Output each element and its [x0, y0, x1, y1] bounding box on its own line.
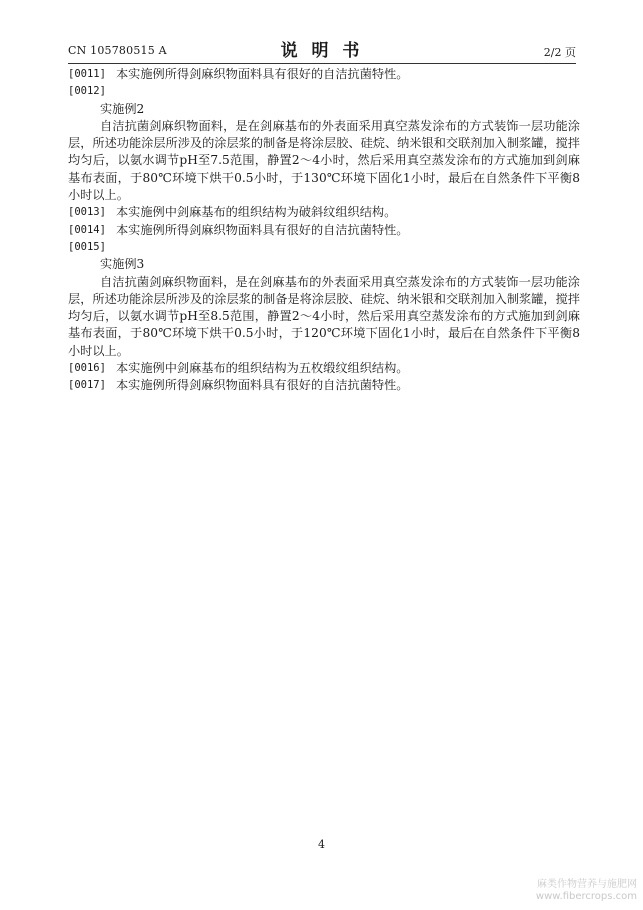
- paragraph-text: 本实施例所得剑麻织物面料具有很好的自洁抗菌特性。: [116, 378, 409, 393]
- paragraph-0014: [68, 222, 580, 239]
- page-header: [68, 36, 576, 62]
- paragraph-0017: [68, 377, 580, 394]
- paragraph-number: [0012]: [68, 85, 106, 98]
- document-title: 说 明 书: [280, 41, 364, 61]
- page-of: 2/2 页: [543, 46, 576, 59]
- paragraph-number: [0015]: [68, 240, 106, 253]
- patent-number: CN 105780515 A: [68, 44, 167, 57]
- watermark-line-1: 麻类作物营养与施肥网: [537, 879, 637, 890]
- paragraph-0013: [68, 204, 580, 221]
- paragraph-0015: [68, 239, 580, 256]
- example-body: 自洁抗菌剑麻织物面料，是在剑麻基布的外表面采用真空蒸发涂布的方式装饰一层功能涂层，所述功能涂层所涉及的涂层浆的制备是将涂层胶、硅烷、纳米银和交联剂加入制浆罐，搅拌均匀后，以氨水调节pH至8.5范围，静置2～4小时，然后采用真空蒸发涂布的方式施加到剑麻基布表面，于80℃环境下烘干0.5小时，于120℃环境下固化1小时，最后在自然条件下平衡8小时以上。: [68, 274, 580, 358]
- paragraph-text: 本实施例所得剑麻织物面料具有很好的自洁抗菌特性。: [116, 67, 409, 81]
- watermark-line-2: www.fibercrops.com: [535, 891, 637, 902]
- paragraph-number: [0013]: [68, 206, 106, 219]
- header-rule: [68, 63, 576, 64]
- paragraph-number: [0011]: [68, 68, 106, 80]
- example-body: 自洁抗菌剑麻织物面料，是在剑麻基布的外表面采用真空蒸发涂布的方式装饰一层功能涂层，所述功能涂层所涉及的涂层浆的制备是将涂层胶、硅烷、纳米银和交联剂加入制浆罐，搅拌均匀后，以氨水调节pH至7.5范围，静置2～4小时，然后采用真空蒸发涂布的方式施加到剑麻基布表面，于80℃环境下烘干0.5小时，于130℃环境下固化1小时，最后在自然条件下平衡8小时以上。: [68, 118, 580, 203]
- body-text: [68, 66, 580, 395]
- page-number: 4: [318, 838, 325, 851]
- paragraph-text: 本实施例中剑麻基布的组织结构为破斜纹组织结构。: [116, 205, 397, 220]
- paragraph-0012: [68, 83, 580, 100]
- example-heading: 实施例3: [100, 257, 145, 272]
- watermark: [536, 879, 637, 903]
- paragraph-number: [0016]: [68, 362, 106, 375]
- paragraph-text: 本实施例所得剑麻织物面料具有很好的自洁抗菌特性。: [116, 222, 409, 237]
- paragraph-number: [0014]: [68, 223, 106, 236]
- paragraph-number: [0017]: [68, 379, 106, 392]
- paragraph-text: [116, 239, 580, 256]
- example-heading: 实施例2: [100, 101, 145, 116]
- paragraph-text: [116, 83, 580, 100]
- paragraph-text: 本实施例中剑麻基布的组织结构为五枚缎纹组织结构。: [116, 361, 409, 376]
- paragraph-0016: [68, 360, 580, 377]
- paragraph-0011: [68, 66, 580, 83]
